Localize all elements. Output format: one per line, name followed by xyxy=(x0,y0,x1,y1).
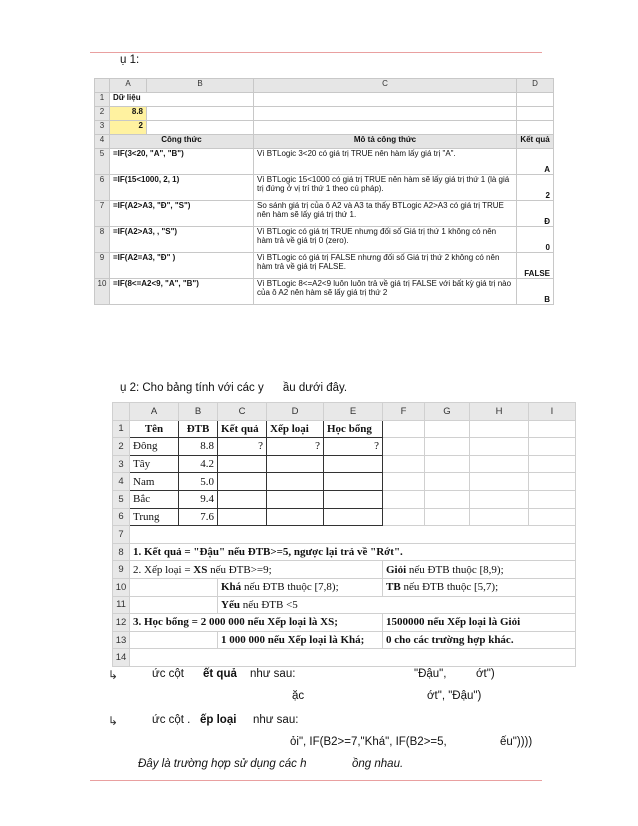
header-scholarship: Học bổng xyxy=(324,420,383,438)
description-cell: Vì BTLogic có giá trị FALSE nhưng đối số Giá trị thứ 2 không có nên hàm trả về giá trị FALSE. xyxy=(254,253,517,279)
line5-part-b: ồng nhau. xyxy=(352,758,404,770)
line5-part-a: Đây là trường hợp sử dụng các h xyxy=(138,758,307,770)
rule-rank-kha: Khá nếu ĐTB thuộc [7,8); xyxy=(218,578,383,596)
header-name: Tên xyxy=(130,420,179,438)
col-header-b: B xyxy=(147,79,254,93)
col-header-h: H xyxy=(470,403,529,421)
line2-part-a: ặc xyxy=(292,690,305,702)
line4-part-a: ỏi", IF(B2>=7,"Khá", IF(B2>=5, xyxy=(290,736,447,748)
example2-heading: ụ 2: Cho bảng tính với các y ầu dưới đây. xyxy=(120,382,348,394)
student-name: Nam xyxy=(130,473,179,491)
scholarship-placeholder: ? xyxy=(324,438,383,456)
header-result: Kết quả xyxy=(517,135,554,149)
header-description: Mô tả công thức xyxy=(254,135,517,149)
rule-rank-tb: TB nếu ĐTB thuộc [5,7); xyxy=(383,578,576,596)
col-header-e: E xyxy=(324,403,383,421)
spreadsheet-students: A B C D E F G H I 1 Tên ĐTB Kết quả Xếp loại Học bổng 2 Đông 8.8 ? ? ? 3 Tây 4.2 4 Nam 5.0 5 Bắc 9.4 6 Trung 7.6 7 8 1. Kết quả = "Đậu" nếu ĐTB>=5, ngược lại trả về "Rớt". 9 2. Xếp loại = XS nếu ĐTB>=9; Giỏi nếu ĐTB thuộc [8,9); 10 Khá nếu ĐTB thuộc [7,8); TB nếu ĐTB thuộc [5,7); 11 Yếu nếu ĐTB <5 12 3. Học bổng = 2 000 000 nếu Xếp loại là XS; 1500000 nếu Xếp loại là Giỏi 13 1 000 000 nếu Xếp loại là Khá; 0 cho các trường hợp khác. 14 xyxy=(112,402,576,667)
rule-result: 1. Kết quả = "Đậu" nếu ĐTB>=5, ngược lại trả về "Rớt". xyxy=(130,543,576,561)
description-cell: Vì BTLogic 15<1000 có giá trị TRUE nên hàm sẽ lấy giá trị thứ 1 (là giá trị đứng ở vị trí thứ 1 theo cú pháp). xyxy=(254,175,517,201)
col-header-d: D xyxy=(267,403,324,421)
col-header-c: C xyxy=(254,79,517,93)
description-cell: Vì BTLogic 8<=A2<9 luôn luôn trả về giá trị FALSE với bất kỳ giá trị nào của ô A2 nên hàm sẽ lấy giá trị thứ 2 xyxy=(254,279,517,305)
header-formula: Công thức xyxy=(110,135,254,149)
spreadsheet-if-examples: A B C D 1 Dữ liệu 2 8.8 3 2 4 Công thức Mô tả công thức Kết quả 5 =IF(3<20, "A", "B") Vì BTLogic 3<20 có giá trị TRUE nên hàm lấy giá trị "A". A 6 =IF(15<1000, 2, 1) Vì BTLogic 15<1000 có giá trị TRUE nên hàm sẽ lấy giá trị thứ 1 (là giá trị đứng ở vị trí thứ 1 theo cú pháp). 2 7 =IF(A2>A3, "Đ", "S") So sánh giá trị của ô A2 và A3 ta thấy BTLogic A2>A3 có giá trị TRUE nên hàm sẽ lấy giá trị thứ 1. Đ 8 =IF(A2>A3, , "S") Vì BTLogic có giá trị TRUE nhưng đối số Giá trị thứ 1 không có nên hàm trả về giá trị 0 (zero). 0 9 =IF(A2=A3, "Đ" ) Vì BTLogic có giá trị FALSE nhưng đối số Giá trị thứ 2 không có nên hàm trả về giá trị FALSE. FALSE 10 =IF(8<=A2<9, "A", "B") Vì BTLogic 8<=A2<9 luôn luôn trả về giá trị FALSE với bất kỳ giá trị nào của ô A2 nên hàm sẽ lấy giá trị thứ 2 B xyxy=(94,78,554,305)
student-name: Đông xyxy=(130,438,179,456)
rank-placeholder: ? xyxy=(267,438,324,456)
formula-cell: =IF(8<=A2<9, "A", "B") xyxy=(110,279,254,305)
line1-part-e: ớt") xyxy=(476,668,495,680)
result-cell: 2 xyxy=(517,175,554,201)
header-rank: Xếp loại xyxy=(267,420,324,438)
header-score: ĐTB xyxy=(179,420,218,438)
rule-scholarship-1: 3. Học bổng = 2 000 000 nếu Xếp loại là XS; xyxy=(130,614,383,632)
student-score: 5.0 xyxy=(179,473,218,491)
col-header-a: A xyxy=(110,79,147,93)
formula-cell: =IF(A2=A3, "Đ" ) xyxy=(110,253,254,279)
arrow-bullet-icon: ↳ xyxy=(108,668,119,682)
description-cell: So sánh giá trị của ô A2 và A3 ta thấy BTLogic A2>A3 có giá trị TRUE nên hàm sẽ lấy giá trị thứ 1. xyxy=(254,201,517,227)
formula-cell: =IF(A2>A3, "Đ", "S") xyxy=(110,201,254,227)
rule-scholarship-4: 0 cho các trường hợp khác. xyxy=(383,631,576,649)
result-placeholder: ? xyxy=(218,438,267,456)
col-header-i: I xyxy=(529,403,576,421)
description-cell: Vì BTLogic 3<20 có giá trị TRUE nên hàm lấy giá trị "A". xyxy=(254,149,517,175)
line1-part-d: "Đậu", xyxy=(414,668,447,680)
formula-cell: =IF(A2>A3, , "S") xyxy=(110,227,254,253)
line4-part-b: ếu")))) xyxy=(500,736,533,748)
cell-a3: 2 xyxy=(110,121,147,135)
rule-scholarship-2: 1500000 nếu Xếp loại là Giỏi xyxy=(383,614,576,632)
student-score: 7.6 xyxy=(179,508,218,526)
rule-rank-yeu: Yếu nếu ĐTB <5 xyxy=(218,596,576,614)
student-score: 9.4 xyxy=(179,490,218,508)
line3-part-a: ức cột . xyxy=(152,714,191,726)
result-cell: 0 xyxy=(517,227,554,253)
bottom-divider xyxy=(90,780,542,781)
line3-part-b: ếp loại xyxy=(200,714,237,726)
col-header-b: B xyxy=(179,403,218,421)
cell-a2: 8.8 xyxy=(110,107,147,121)
formula-cell: =IF(15<1000, 2, 1) xyxy=(110,175,254,201)
line2-part-b: ớt", "Đậu") xyxy=(427,690,482,702)
line1-part-a: ức cột xyxy=(152,668,184,680)
line1-part-b: ết quả xyxy=(203,668,237,680)
result-cell: B xyxy=(517,279,554,305)
description-cell: Vì BTLogic có giá trị TRUE nhưng đối số Giá trị thứ 1 không có nên hàm trả về giá trị 0 (zero). xyxy=(254,227,517,253)
arrow-bullet-icon: ↳ xyxy=(108,714,119,728)
student-name: Trung xyxy=(130,508,179,526)
result-cell: Đ xyxy=(517,201,554,227)
col-header-f: F xyxy=(383,403,425,421)
student-score: 4.2 xyxy=(179,455,218,473)
result-cell: FALSE xyxy=(517,253,554,279)
student-score: 8.8 xyxy=(179,438,218,456)
student-name: Tây xyxy=(130,455,179,473)
rule-scholarship-3: 1 000 000 nếu Xếp loại là Khá; xyxy=(218,631,383,649)
col-header-g: G xyxy=(425,403,470,421)
formula-cell: =IF(3<20, "A", "B") xyxy=(110,149,254,175)
top-divider xyxy=(90,52,542,53)
result-cell: A xyxy=(517,149,554,175)
line3-part-c: như sau: xyxy=(253,714,299,726)
student-name: Bắc xyxy=(130,490,179,508)
line1-part-c: như sau: xyxy=(250,668,296,680)
example1-heading: ụ 1: xyxy=(120,54,140,66)
cell-a1: Dữ liệu xyxy=(110,93,254,107)
col-header-a: A xyxy=(130,403,179,421)
col-header-c: C xyxy=(218,403,267,421)
rule-rank-gioi: Giỏi nếu ĐTB thuộc [8,9); xyxy=(383,561,576,579)
header-result: Kết quả xyxy=(218,420,267,438)
rule-rank-xs: 2. Xếp loại = XS nếu ĐTB>=9; xyxy=(130,561,383,579)
col-header-d: D xyxy=(517,79,554,93)
